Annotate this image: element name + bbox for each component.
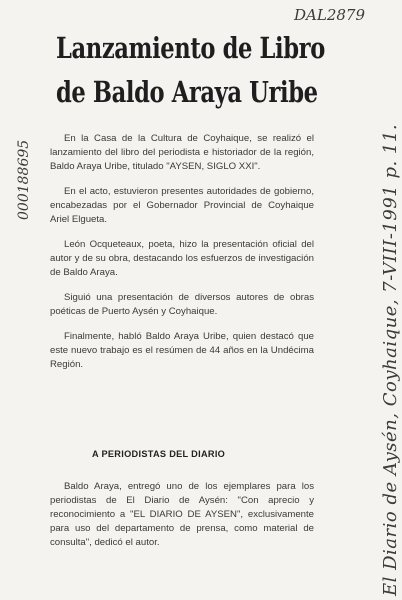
catalog-code-top: DAL2879: [294, 6, 365, 24]
paragraph: Siguió una presentación de diversos autores de obras poéticas de Puerto Aysén y Coyhaique.: [50, 292, 314, 317]
catalog-code-left: 000188695: [16, 139, 32, 220]
paragraph: Finalmente, habló Baldo Araya Uribe, quien destacó que este nuevo trabajo es el resúmen de 44 años en la Undécima Región.: [50, 331, 314, 370]
section-subhead: A PERIODISTAS DEL DIARIO: [92, 449, 226, 459]
headline-line-1: Lanzamiento de Libro: [56, 31, 325, 65]
article-body: [50, 132, 314, 383]
paragraph: León Ocqueteaux, poeta, hizo la presentación oficial del autor y de su obra, destacando los esfuerzos de investigación de Baldo Araya.: [50, 239, 314, 278]
article-closing: [50, 480, 314, 550]
paragraph: Baldo Araya, entregó uno de los ejemplares para los periodistas de El Diario de Aysén: "Con aprecio y reconocimiento a "EL DIARIO DE AYSEN", exclusivamente para uso del departamento de prensa, como material de consulta", dedicó el autor.: [50, 481, 314, 548]
paragraph: En el acto, estuvieron presentes autoridades de gobierno, encabezadas por el Gobernador Provincial de Coyhaique Ariel Elgueta.: [50, 186, 314, 225]
paragraph: En la Casa de la Cultura de Coyhaique, se realizó el lanzamiento del libro del periodista e historiador de la región, Baldo Araya Uribe, titulado "AYSEN, SIGLO XXI".: [50, 133, 314, 172]
handwritten-source-note: El Diario de Aysén, Coyhaique, 7-VIII-1991 p. 11.: [380, 123, 401, 596]
headline-line-2: de Baldo Araya Uribe: [56, 75, 318, 109]
article-headline: [56, 26, 325, 114]
